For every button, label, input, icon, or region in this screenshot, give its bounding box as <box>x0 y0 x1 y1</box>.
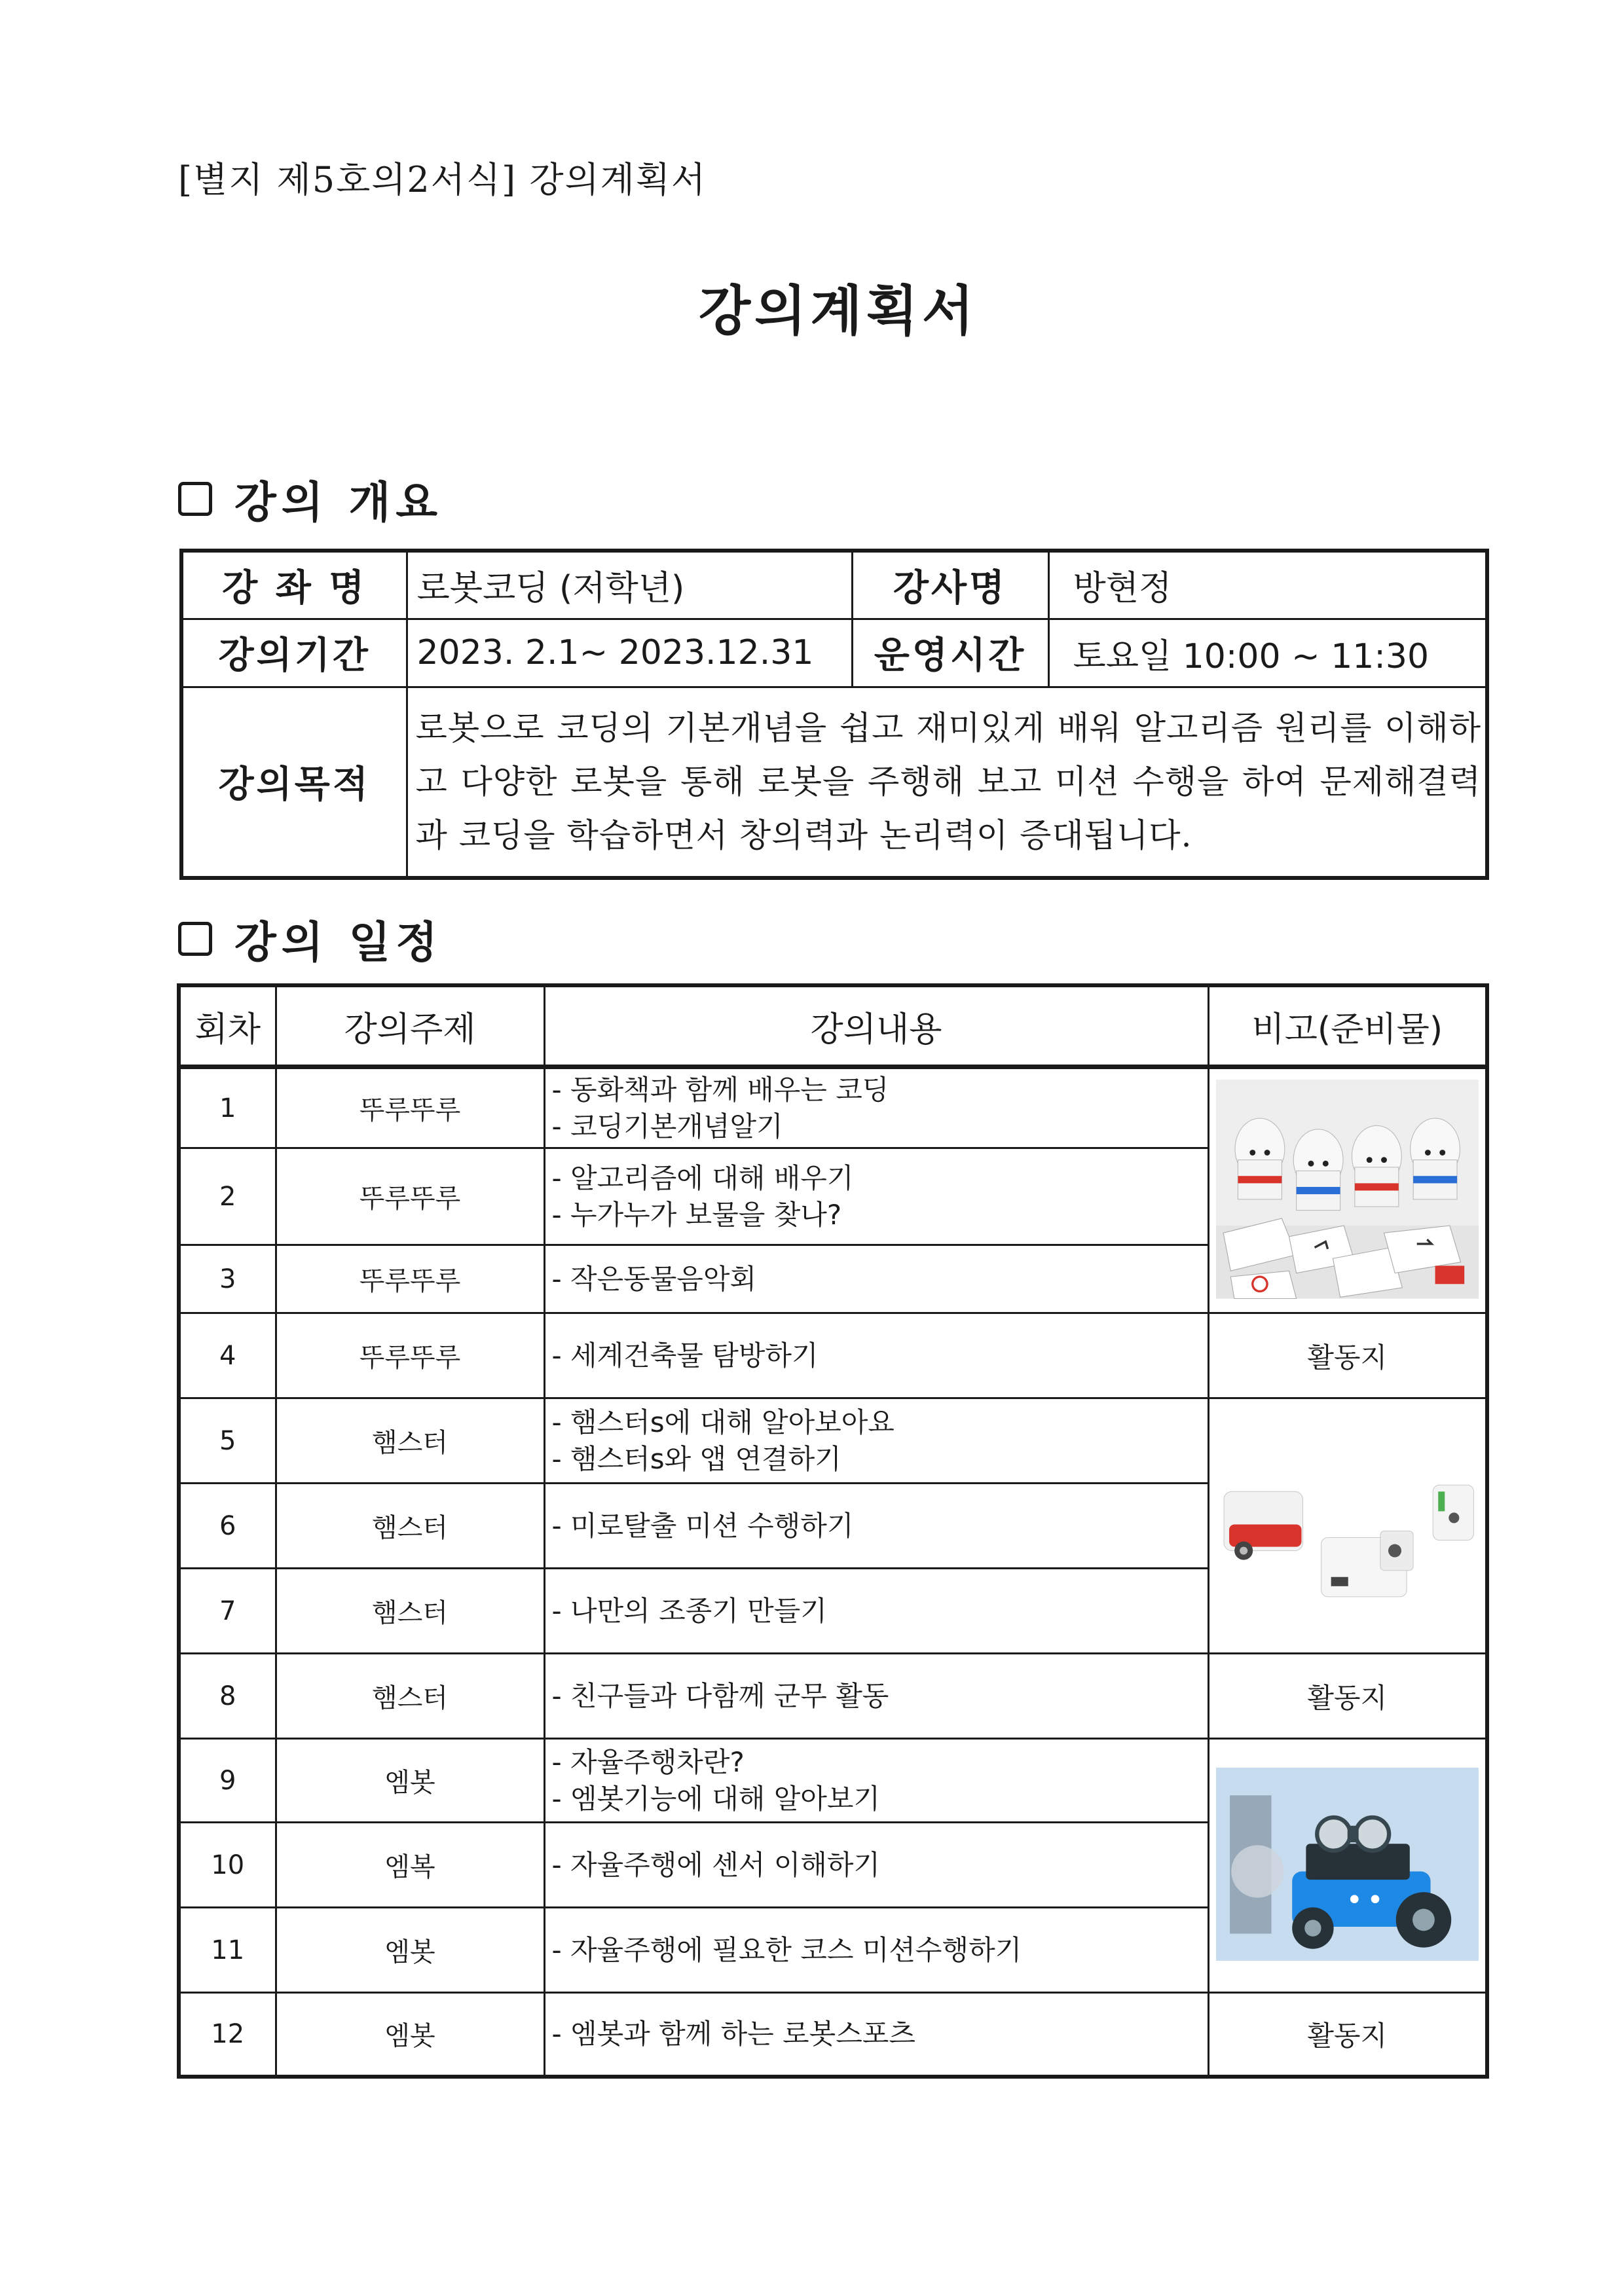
truetrue-robots-photo <box>1216 1080 1479 1299</box>
session-content <box>544 1398 1208 1484</box>
session-number: 12 <box>179 1993 276 2077</box>
content-line: - 알고리즘에 대해 배우기 <box>551 1161 854 1194</box>
purpose-value: 로봇으로 코딩의 기본개념을 쉽고 재미있게 배워 알고리즘 원리를 이해하고 다양한 로봇을 통해 로봇을 주행해 보고 미션 수행을 하여 문제해결력과 코딩을 학습하면서 창의력과 논리력이 증대됩니다. <box>407 687 1487 878</box>
session-number: 3 <box>179 1245 276 1313</box>
content-line: - 동화책과 함께 배우는 코딩 <box>551 1073 889 1106</box>
session-content <box>544 1993 1208 2077</box>
period-label: 강의기간 <box>181 619 407 687</box>
table-row <box>179 1398 1487 1484</box>
session-topic: 뚜루뚜루 <box>276 1148 544 1245</box>
course-label: 강 좌 명 <box>181 551 407 619</box>
content-line: - 친구들과 다함께 군무 활동 <box>551 1679 889 1712</box>
session-topic: 엠복 <box>276 1823 544 1908</box>
session-number: 11 <box>179 1908 276 1993</box>
session-content <box>544 1148 1208 1245</box>
session-topic: 뚜루뚜루 <box>276 1313 544 1398</box>
session-topic: 뚜루뚜루 <box>276 1245 544 1313</box>
content-line: - 햄스터s와 앱 연결하기 <box>551 1442 841 1475</box>
table-row <box>179 1654 1487 1739</box>
schedule-header-row <box>179 985 1487 1067</box>
form-label: [별지 제5호의2서식] 강의계획서 <box>178 159 707 200</box>
session-topic: 엠봇 <box>276 1993 544 2077</box>
checkbox-icon <box>178 922 212 956</box>
session-number: 10 <box>179 1823 276 1908</box>
content-line: - 나만의 조종기 만들기 <box>551 1594 827 1627</box>
session-number: 9 <box>179 1739 276 1823</box>
content-line: - 자율주행에 센서 이해하기 <box>551 1848 880 1881</box>
section-overview <box>178 467 443 530</box>
session-note: 활동지 <box>1208 1993 1487 2077</box>
session-topic: 햄스터 <box>276 1569 544 1654</box>
header-session: 회차 <box>179 985 276 1067</box>
course-value: 로봇코딩 (저학년) <box>407 551 852 619</box>
hamster-robots-photo <box>1216 1446 1479 1603</box>
content-line: - 누가누가 보물을 찾나? <box>551 1198 842 1231</box>
session-topic: 햄스터 <box>276 1654 544 1739</box>
session-content <box>544 1908 1208 1993</box>
session-topic: 엠봇 <box>276 1908 544 1993</box>
session-topic: 엠봇 <box>276 1739 544 1823</box>
session-content <box>544 1245 1208 1313</box>
instructor-label: 강사명 <box>852 551 1048 619</box>
session-content <box>544 1654 1208 1739</box>
header-topic: 강의주제 <box>276 985 544 1067</box>
session-note: 활동지 <box>1208 1654 1487 1739</box>
session-content <box>544 1823 1208 1908</box>
content-line: - 햄스터s에 대해 알아보아요 <box>551 1406 895 1438</box>
session-content <box>544 1067 1208 1148</box>
instructor-value: 방현정 <box>1048 551 1487 619</box>
content-line: - 자율주행에 필요한 코스 미션수행하기 <box>551 1933 1022 1966</box>
session-content <box>544 1569 1208 1654</box>
section-schedule-label: 강의 일정 <box>234 917 443 968</box>
session-number: 5 <box>179 1398 276 1484</box>
purpose-label: 강의목적 <box>181 687 407 878</box>
session-note: 활동지 <box>1208 1313 1487 1398</box>
session-content <box>544 1484 1208 1569</box>
note-image-mbot <box>1208 1739 1487 1993</box>
session-content <box>544 1739 1208 1823</box>
session-number: 4 <box>179 1313 276 1398</box>
content-line: - 엠봇기능에 대해 알아보기 <box>551 1782 880 1815</box>
session-topic: 햄스터 <box>276 1398 544 1484</box>
overview-table <box>179 549 1489 880</box>
session-number: 1 <box>179 1067 276 1148</box>
session-number: 8 <box>179 1654 276 1739</box>
section-overview-label: 강의 개요 <box>234 477 443 528</box>
period-value: 2023. 2.1~ 2023.12.31 <box>407 619 852 687</box>
table-row <box>179 1993 1487 2077</box>
content-line: - 엠봇과 함께 하는 로봇스포츠 <box>551 2017 915 2050</box>
table-row <box>179 1067 1487 1148</box>
time-value: 토요일 10:00 ~ 11:30 <box>1048 619 1487 687</box>
table-row <box>179 1313 1487 1398</box>
session-content <box>544 1313 1208 1398</box>
note-image-truetrue <box>1208 1067 1487 1313</box>
content-line: - 작은동물음악회 <box>551 1262 757 1295</box>
header-note: 비고(준비물) <box>1208 985 1487 1067</box>
note-image-hamster <box>1208 1398 1487 1654</box>
section-schedule <box>178 907 443 970</box>
session-number: 2 <box>179 1148 276 1245</box>
content-line: - 세계건축물 탐방하기 <box>551 1339 819 1372</box>
header-content: 강의내용 <box>544 985 1208 1067</box>
checkbox-icon <box>178 482 212 516</box>
content-line: - 미로탈출 미션 수행하기 <box>551 1509 854 1542</box>
time-label: 운영시간 <box>852 619 1048 687</box>
schedule-table <box>177 983 1489 2079</box>
content-line: - 코딩기본개념알기 <box>551 1110 783 1142</box>
session-number: 7 <box>179 1569 276 1654</box>
mbot-robot-photo <box>1216 1768 1479 1961</box>
session-topic: 뚜루뚜루 <box>276 1067 544 1148</box>
table-row <box>179 1739 1487 1823</box>
session-number: 6 <box>179 1484 276 1569</box>
content-line: - 자율주행차란? <box>551 1745 745 1778</box>
session-topic: 햄스터 <box>276 1484 544 1569</box>
document-title: 강의계획서 <box>698 280 978 342</box>
